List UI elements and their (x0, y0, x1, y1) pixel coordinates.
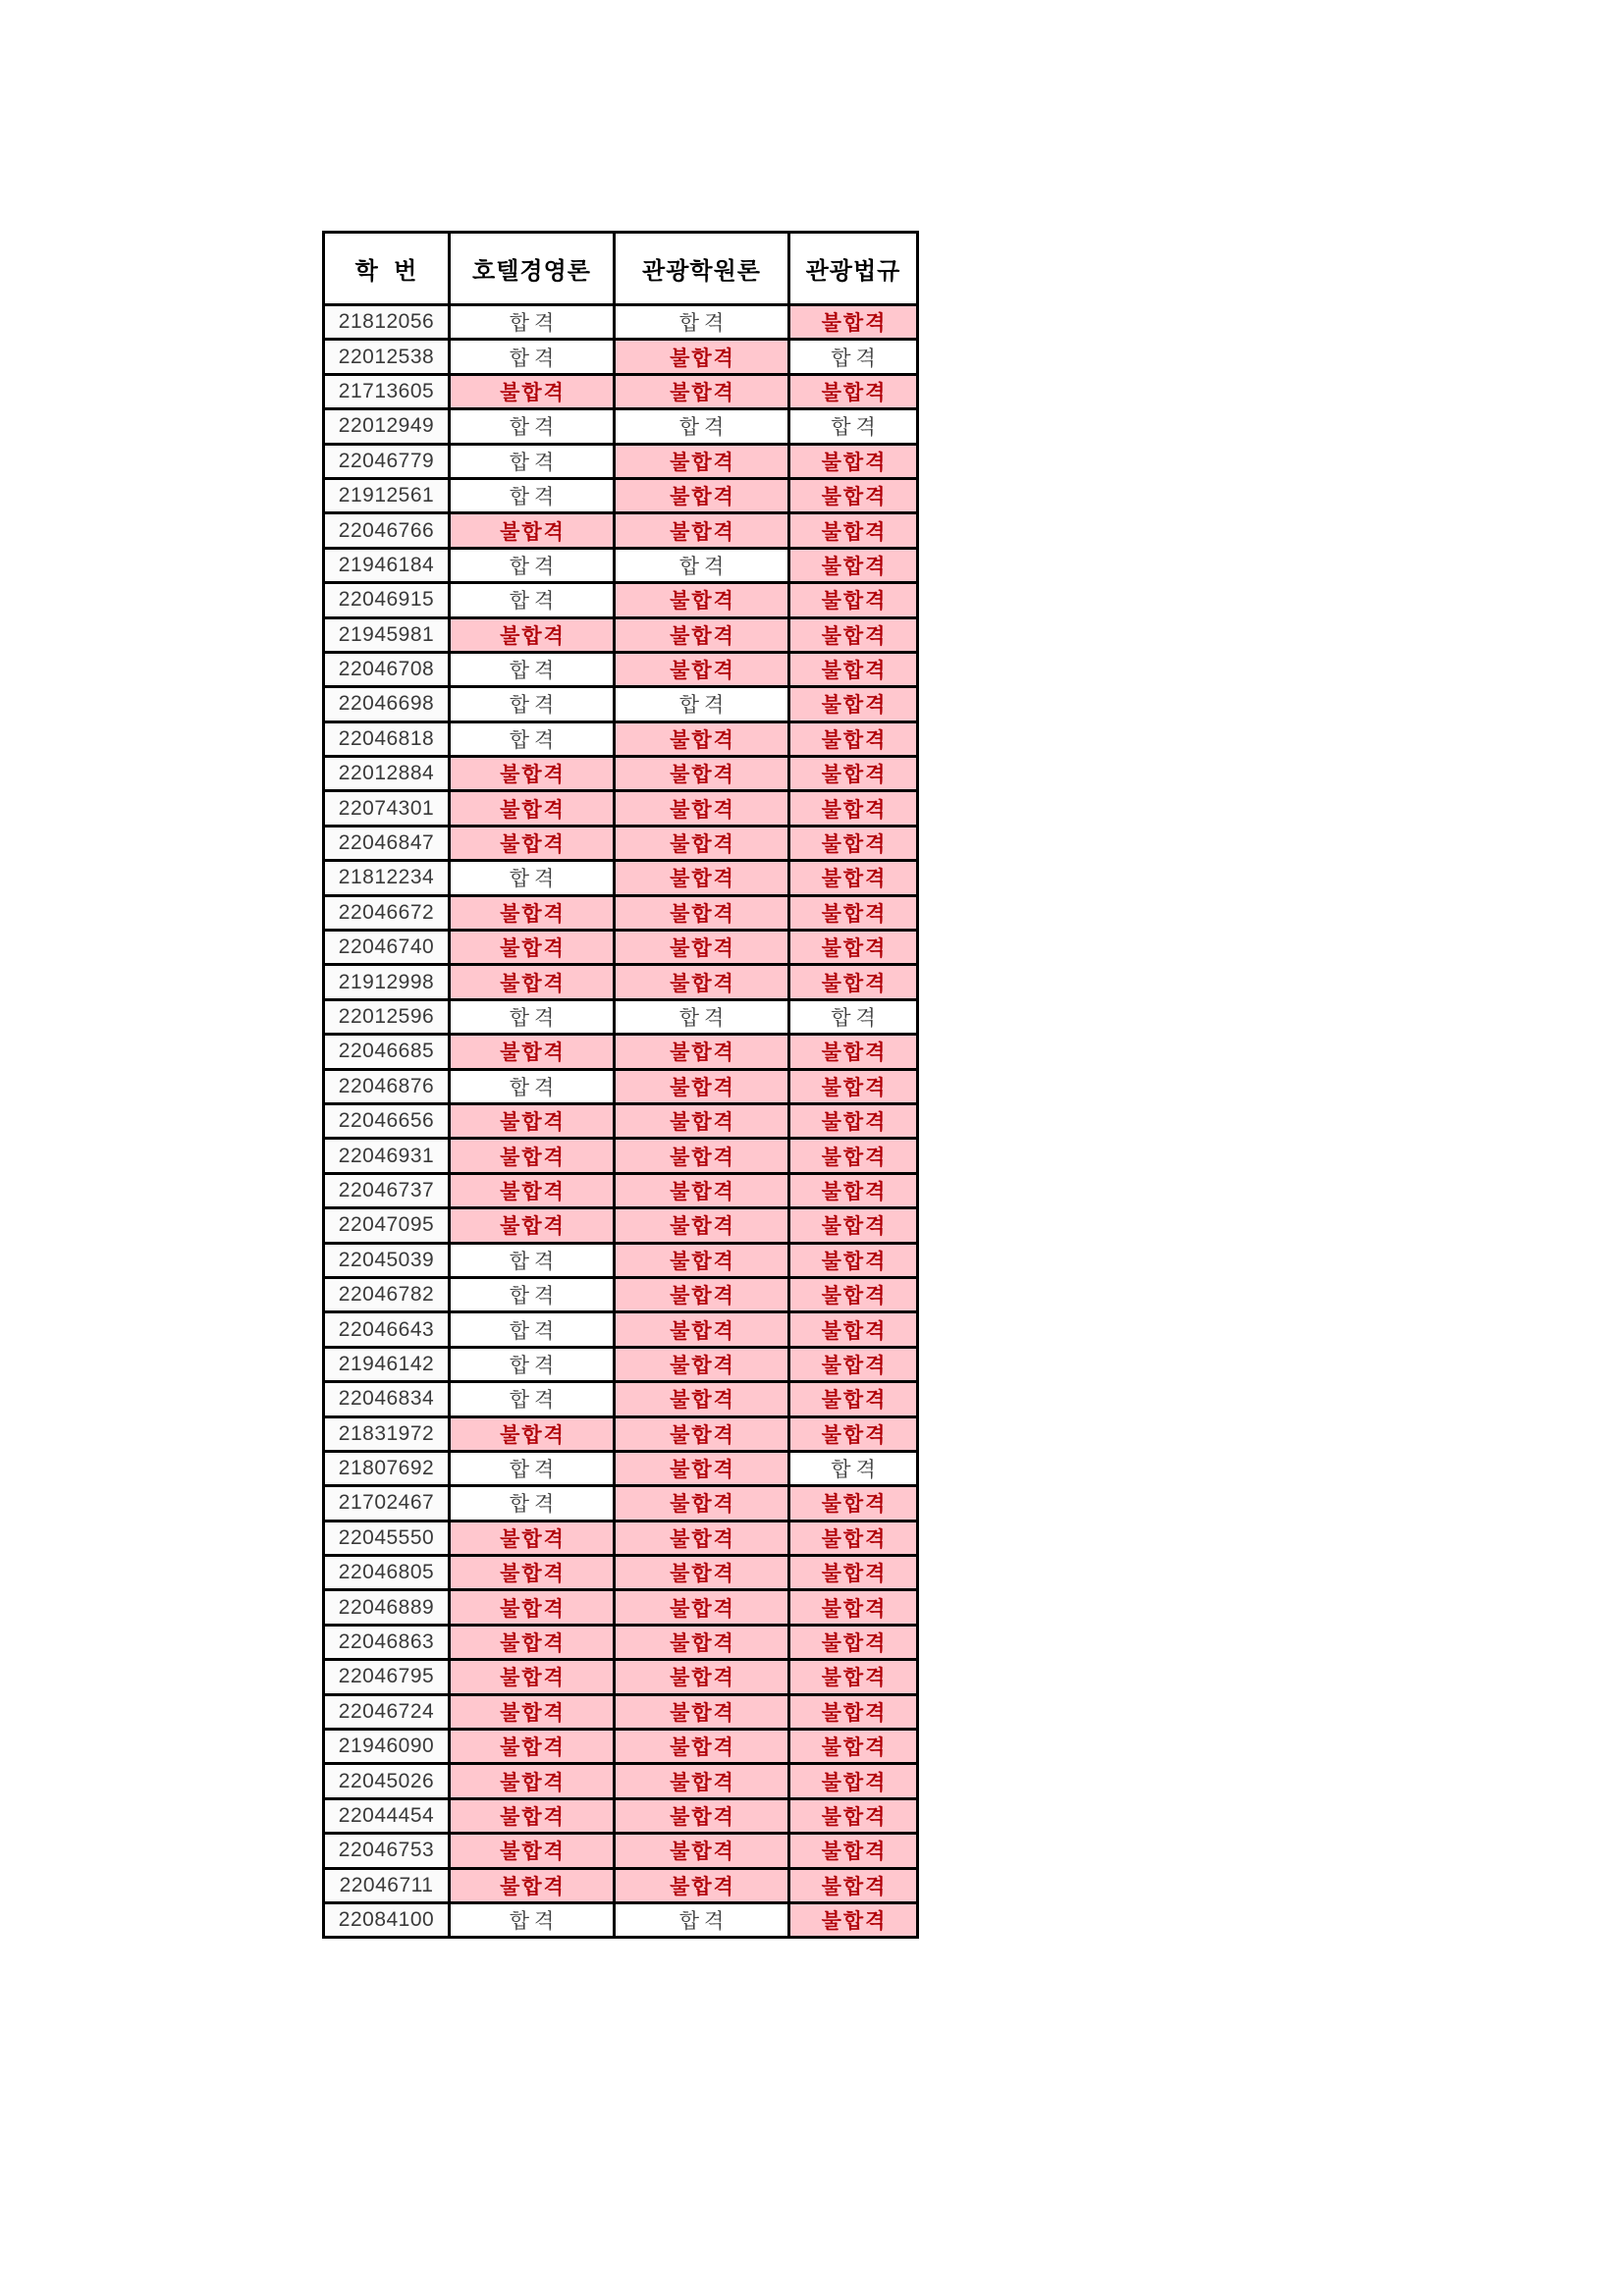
student-id-cell: 22046834 (324, 1382, 450, 1416)
result-cell-pass: 합격 (789, 409, 918, 444)
result-cell-fail: 불합격 (615, 1590, 789, 1625)
result-cell-fail: 불합격 (789, 826, 918, 860)
result-cell-fail: 불합격 (450, 965, 615, 999)
student-id-cell: 22012538 (324, 340, 450, 374)
student-id-cell: 21946090 (324, 1730, 450, 1764)
result-cell-fail: 불합격 (615, 965, 789, 999)
table-row (324, 826, 918, 860)
result-cell-fail: 불합격 (450, 895, 615, 930)
result-cell-fail: 불합격 (789, 1660, 918, 1694)
result-cell-pass: 합격 (450, 1486, 615, 1521)
result-cell-fail: 불합격 (789, 374, 918, 408)
result-cell-fail: 불합격 (615, 1486, 789, 1521)
result-cell-pass: 합격 (450, 340, 615, 374)
table-row (324, 1798, 918, 1833)
table-row (324, 721, 918, 756)
result-cell-fail: 불합격 (615, 1382, 789, 1416)
result-cell-fail: 불합격 (615, 652, 789, 686)
table-row (324, 1694, 918, 1729)
student-id-cell: 21945981 (324, 617, 450, 652)
result-cell-pass: 합격 (789, 340, 918, 374)
table-row (324, 444, 918, 478)
student-id-cell: 22012884 (324, 757, 450, 791)
student-id-cell: 22046876 (324, 1069, 450, 1103)
result-cell-pass: 합격 (450, 548, 615, 582)
result-cell-fail: 불합격 (789, 1694, 918, 1729)
result-cell-fail: 불합격 (789, 305, 918, 340)
result-cell-fail: 불합격 (789, 1625, 918, 1659)
table-row (324, 1730, 918, 1764)
result-cell-fail: 불합격 (789, 757, 918, 791)
result-cell-fail: 불합격 (789, 895, 918, 930)
result-cell-fail: 불합격 (450, 757, 615, 791)
result-cell-fail: 불합격 (615, 513, 789, 548)
table-row (324, 1660, 918, 1694)
result-cell-fail: 불합격 (789, 1139, 918, 1173)
result-cell-pass: 합격 (450, 1277, 615, 1311)
result-cell-pass: 합격 (450, 1243, 615, 1277)
result-cell-fail: 불합격 (450, 826, 615, 860)
result-cell-pass: 합격 (450, 1382, 615, 1416)
table-row (324, 340, 918, 374)
table-row (324, 965, 918, 999)
table-row (324, 1173, 918, 1207)
result-cell-fail: 불합격 (615, 1834, 789, 1868)
result-cell-fail: 불합격 (789, 583, 918, 617)
result-cell-fail: 불합격 (789, 478, 918, 512)
result-cell-fail: 불합격 (615, 617, 789, 652)
student-id-cell: 21912998 (324, 965, 450, 999)
result-cell-fail: 불합격 (789, 1556, 918, 1590)
student-id-cell: 21807692 (324, 1451, 450, 1485)
result-cell-fail: 불합격 (615, 1208, 789, 1243)
result-cell-fail: 불합격 (789, 1730, 918, 1764)
result-cell-fail: 불합격 (450, 617, 615, 652)
results-table-body (324, 305, 918, 1938)
student-id-cell: 22046766 (324, 513, 450, 548)
result-cell-fail: 불합격 (615, 1730, 789, 1764)
table-row (324, 1103, 918, 1138)
table-row (324, 1035, 918, 1069)
result-cell-fail: 불합격 (450, 1556, 615, 1590)
student-id-cell: 22046643 (324, 1312, 450, 1347)
result-cell-fail: 불합격 (615, 1277, 789, 1311)
result-cell-fail: 불합격 (789, 861, 918, 895)
result-cell-fail: 불합격 (450, 513, 615, 548)
student-id-cell: 22046847 (324, 826, 450, 860)
table-row (324, 1556, 918, 1590)
student-id-cell: 22046795 (324, 1660, 450, 1694)
result-cell-fail: 불합격 (615, 1521, 789, 1555)
result-cell-fail: 불합격 (450, 374, 615, 408)
table-row (324, 374, 918, 408)
result-cell-fail: 불합격 (789, 444, 918, 478)
result-cell-fail: 불합격 (450, 791, 615, 826)
result-cell-fail: 불합격 (615, 583, 789, 617)
result-cell-fail: 불합격 (615, 1173, 789, 1207)
result-cell-fail: 불합격 (615, 1694, 789, 1729)
result-cell-fail: 불합격 (615, 791, 789, 826)
result-cell-fail: 불합격 (615, 1069, 789, 1103)
table-row (324, 1139, 918, 1173)
student-id-cell: 22046805 (324, 1556, 450, 1590)
result-cell-fail: 불합격 (450, 1139, 615, 1173)
student-id-cell: 22046753 (324, 1834, 450, 1868)
result-cell-fail: 불합격 (789, 931, 918, 965)
result-cell-fail: 불합격 (615, 1416, 789, 1451)
result-cell-fail: 불합격 (450, 1868, 615, 1902)
student-id-cell: 22045039 (324, 1243, 450, 1277)
result-cell-fail: 불합격 (789, 1347, 918, 1381)
result-cell-fail: 불합격 (789, 791, 918, 826)
result-cell-fail: 불합격 (789, 652, 918, 686)
student-id-cell: 21946184 (324, 548, 450, 582)
table-row (324, 1521, 918, 1555)
student-id-cell: 21831972 (324, 1416, 450, 1451)
column-header-tourism-law: 관광법규 (789, 233, 918, 305)
table-row (324, 791, 918, 826)
result-cell-pass: 합격 (450, 1069, 615, 1103)
result-cell-fail: 불합격 (615, 374, 789, 408)
student-id-cell: 22046779 (324, 444, 450, 478)
table-row (324, 1277, 918, 1311)
result-cell-pass: 합격 (450, 1902, 615, 1937)
result-cell-fail: 불합격 (789, 1312, 918, 1347)
student-id-cell: 22084100 (324, 1902, 450, 1937)
table-row (324, 1486, 918, 1521)
result-cell-fail: 불합격 (789, 1416, 918, 1451)
result-cell-fail: 불합격 (615, 1312, 789, 1347)
result-cell-fail: 불합격 (450, 1730, 615, 1764)
result-cell-fail: 불합격 (615, 721, 789, 756)
result-cell-fail: 불합격 (615, 757, 789, 791)
result-cell-fail: 불합격 (789, 548, 918, 582)
result-cell-pass: 합격 (615, 1902, 789, 1937)
student-id-cell: 22046915 (324, 583, 450, 617)
result-cell-pass: 합격 (450, 861, 615, 895)
student-id-cell: 22046889 (324, 1590, 450, 1625)
result-cell-pass: 합격 (615, 999, 789, 1034)
result-cell-fail: 불합격 (789, 1834, 918, 1868)
result-cell-pass: 합격 (789, 1451, 918, 1485)
result-cell-fail: 불합격 (789, 1173, 918, 1207)
result-cell-fail: 불합격 (789, 1902, 918, 1937)
table-row (324, 1764, 918, 1798)
student-id-cell: 21912561 (324, 478, 450, 512)
table-row (324, 1347, 918, 1381)
result-cell-fail: 불합격 (615, 1625, 789, 1659)
result-cell-fail: 불합격 (450, 1694, 615, 1729)
result-cell-fail: 불합격 (450, 1590, 615, 1625)
table-row (324, 1451, 918, 1485)
table-row (324, 1382, 918, 1416)
result-cell-pass: 합격 (450, 999, 615, 1034)
table-row (324, 1416, 918, 1451)
table-row (324, 513, 918, 548)
table-row (324, 1902, 918, 1937)
table-row (324, 1868, 918, 1902)
result-cell-fail: 불합격 (789, 1382, 918, 1416)
result-cell-pass: 합격 (450, 444, 615, 478)
result-cell-fail: 불합격 (615, 1868, 789, 1902)
table-row (324, 583, 918, 617)
student-id-cell: 22074301 (324, 791, 450, 826)
result-cell-fail: 불합격 (615, 1243, 789, 1277)
result-cell-fail: 불합격 (615, 478, 789, 512)
student-id-cell: 22046685 (324, 1035, 450, 1069)
table-row (324, 1069, 918, 1103)
result-cell-fail: 불합격 (615, 1764, 789, 1798)
student-id-cell: 21713605 (324, 374, 450, 408)
student-id-cell: 22046724 (324, 1694, 450, 1729)
results-table-container (322, 231, 919, 1939)
result-cell-fail: 불합격 (789, 1243, 918, 1277)
student-id-cell: 22045550 (324, 1521, 450, 1555)
result-cell-fail: 불합격 (789, 513, 918, 548)
student-id-cell: 22046656 (324, 1103, 450, 1138)
result-cell-pass: 합격 (450, 305, 615, 340)
result-cell-fail: 불합격 (789, 965, 918, 999)
student-id-cell: 22046672 (324, 895, 450, 930)
table-row (324, 861, 918, 895)
results-table-header (324, 233, 918, 305)
result-cell-fail: 불합격 (615, 895, 789, 930)
result-cell-fail: 불합격 (789, 617, 918, 652)
student-id-cell: 22046737 (324, 1173, 450, 1207)
table-row (324, 757, 918, 791)
result-cell-fail: 불합격 (789, 1868, 918, 1902)
table-row (324, 1243, 918, 1277)
result-cell-pass: 합격 (450, 583, 615, 617)
table-row (324, 1208, 918, 1243)
result-cell-fail: 불합격 (615, 1556, 789, 1590)
result-cell-fail: 불합격 (615, 1660, 789, 1694)
student-id-cell: 22046782 (324, 1277, 450, 1311)
result-cell-fail: 불합격 (450, 1625, 615, 1659)
result-cell-fail: 불합격 (615, 1347, 789, 1381)
column-header-tourism-principles: 관광학원론 (615, 233, 789, 305)
result-cell-fail: 불합격 (615, 1103, 789, 1138)
result-cell-pass: 합격 (615, 548, 789, 582)
result-cell-fail: 불합격 (789, 1486, 918, 1521)
table-row (324, 548, 918, 582)
result-cell-fail: 불합격 (615, 1451, 789, 1485)
student-id-cell: 21812234 (324, 861, 450, 895)
result-cell-fail: 불합격 (789, 1521, 918, 1555)
table-row (324, 1834, 918, 1868)
result-cell-fail: 불합격 (615, 1035, 789, 1069)
student-id-cell: 22046698 (324, 687, 450, 721)
result-cell-fail: 불합격 (789, 1208, 918, 1243)
student-id-cell: 22046931 (324, 1139, 450, 1173)
result-cell-pass: 합격 (450, 1347, 615, 1381)
result-cell-fail: 불합격 (615, 826, 789, 860)
student-id-cell: 21812056 (324, 305, 450, 340)
result-cell-fail: 불합격 (450, 1103, 615, 1138)
result-cell-fail: 불합격 (789, 1798, 918, 1833)
result-cell-pass: 합격 (615, 409, 789, 444)
result-cell-pass: 합격 (450, 1451, 615, 1485)
table-row (324, 652, 918, 686)
student-id-cell: 22046818 (324, 721, 450, 756)
result-cell-fail: 불합격 (450, 1764, 615, 1798)
result-cell-fail: 불합격 (789, 1764, 918, 1798)
student-id-cell: 21946142 (324, 1347, 450, 1381)
table-row (324, 895, 918, 930)
student-id-cell: 22044454 (324, 1798, 450, 1833)
student-id-cell: 22046708 (324, 652, 450, 686)
result-cell-pass: 합격 (450, 1312, 615, 1347)
result-cell-fail: 불합격 (450, 1660, 615, 1694)
result-cell-fail: 불합격 (450, 931, 615, 965)
result-cell-fail: 불합격 (615, 444, 789, 478)
result-cell-pass: 합격 (450, 687, 615, 721)
result-cell-fail: 불합격 (615, 1798, 789, 1833)
result-cell-fail: 불합격 (615, 931, 789, 965)
table-row (324, 1590, 918, 1625)
result-cell-fail: 불합격 (789, 1103, 918, 1138)
result-cell-fail: 불합격 (450, 1208, 615, 1243)
result-cell-fail: 불합격 (450, 1416, 615, 1451)
result-cell-fail: 불합격 (789, 1277, 918, 1311)
table-row (324, 409, 918, 444)
result-cell-fail: 불합격 (789, 721, 918, 756)
student-id-cell: 22046711 (324, 1868, 450, 1902)
result-cell-fail: 불합격 (615, 1139, 789, 1173)
result-cell-fail: 불합격 (615, 861, 789, 895)
pass-fail-results-table (322, 231, 919, 1939)
result-cell-fail: 불합격 (789, 687, 918, 721)
column-header-student-id: 학 번 (324, 233, 450, 305)
student-id-cell: 22046863 (324, 1625, 450, 1659)
table-row (324, 305, 918, 340)
student-id-cell: 22046740 (324, 931, 450, 965)
student-id-cell: 22045026 (324, 1764, 450, 1798)
student-id-cell: 22012949 (324, 409, 450, 444)
result-cell-fail: 불합격 (615, 340, 789, 374)
result-cell-fail: 불합격 (789, 1035, 918, 1069)
header-row (324, 233, 918, 305)
result-cell-pass: 합격 (450, 478, 615, 512)
table-row (324, 931, 918, 965)
result-cell-pass: 합격 (615, 305, 789, 340)
result-cell-fail: 불합격 (450, 1173, 615, 1207)
result-cell-fail: 불합격 (789, 1590, 918, 1625)
table-row (324, 687, 918, 721)
table-row (324, 478, 918, 512)
student-id-cell: 22012596 (324, 999, 450, 1034)
result-cell-fail: 불합격 (789, 1069, 918, 1103)
result-cell-fail: 불합격 (450, 1798, 615, 1833)
result-cell-pass: 합격 (615, 687, 789, 721)
table-row (324, 1312, 918, 1347)
result-cell-pass: 합격 (450, 652, 615, 686)
table-row (324, 617, 918, 652)
result-cell-pass: 합격 (450, 409, 615, 444)
table-row (324, 1625, 918, 1659)
result-cell-pass: 합격 (450, 721, 615, 756)
student-id-cell: 22047095 (324, 1208, 450, 1243)
result-cell-fail: 불합격 (450, 1834, 615, 1868)
table-row (324, 999, 918, 1034)
column-header-hotel-management: 호텔경영론 (450, 233, 615, 305)
student-id-cell: 21702467 (324, 1486, 450, 1521)
result-cell-pass: 합격 (789, 999, 918, 1034)
result-cell-fail: 불합격 (450, 1521, 615, 1555)
result-cell-fail: 불합격 (450, 1035, 615, 1069)
